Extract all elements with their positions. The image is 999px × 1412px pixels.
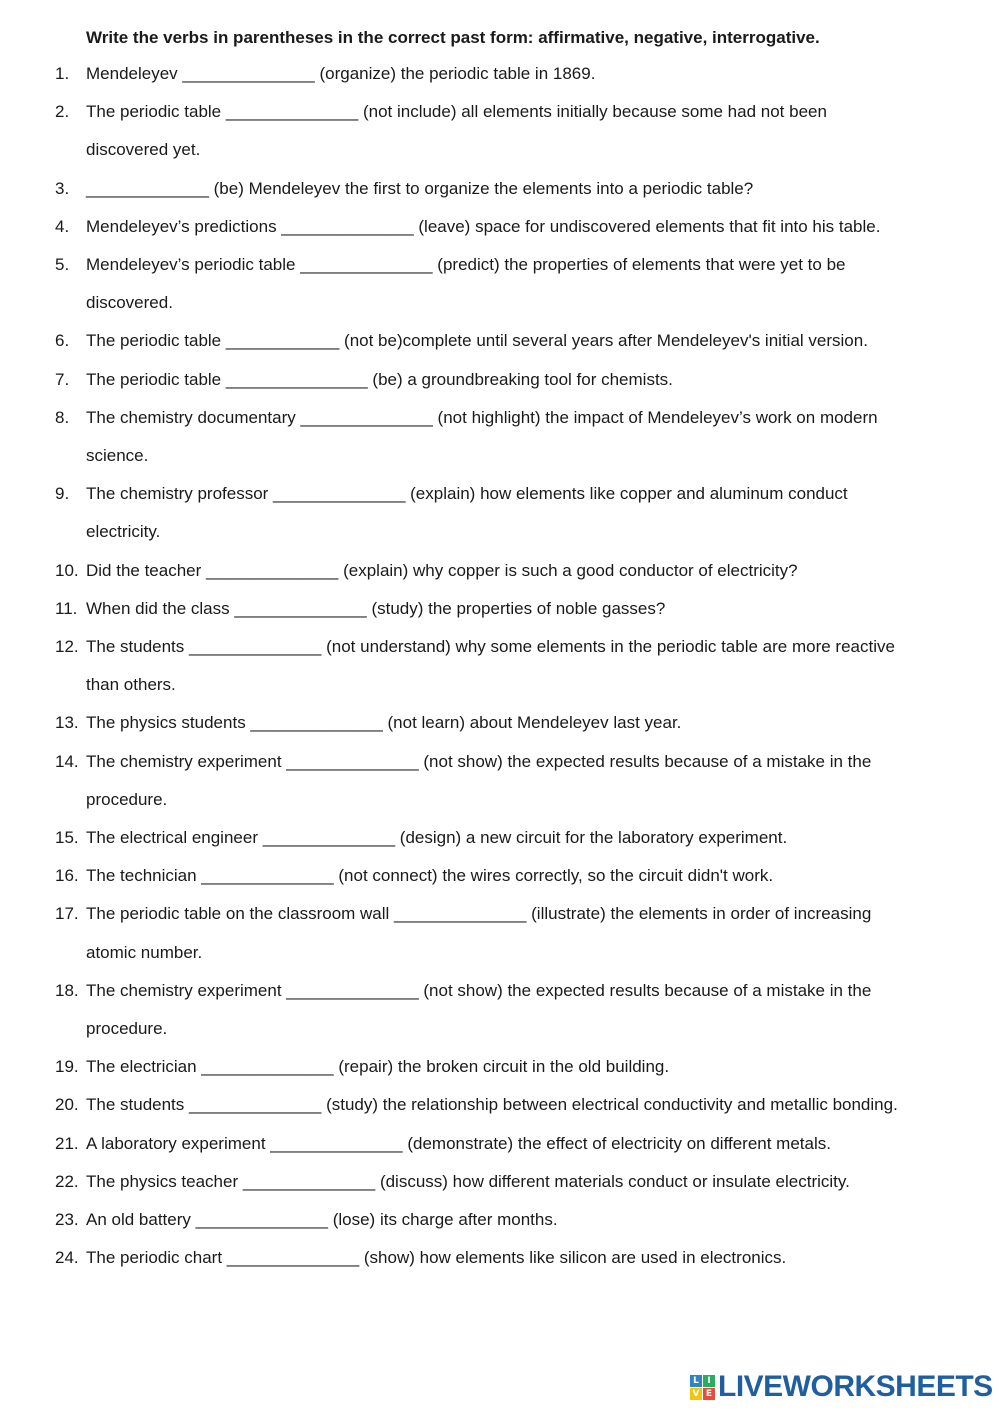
exercise-text: The periodic table _______________ (be) a groundbreaking tool for chemists. bbox=[86, 369, 673, 389]
instructions-heading: Write the verbs in parentheses in the correct past form: affirmative, negative, interrogative. bbox=[86, 28, 820, 47]
exercise-item bbox=[0, 1163, 999, 1201]
exercise-item bbox=[0, 208, 999, 246]
exercise-item bbox=[0, 552, 999, 590]
exercise-item bbox=[0, 1125, 999, 1163]
exercise-text: The physics teacher ______________ (discuss) how different materials conduct or insulate electricity. bbox=[86, 1171, 850, 1191]
exercise-text: Mendeleyev’s predictions ______________ (leave) space for undiscovered elements that fit into his table. bbox=[86, 216, 881, 236]
liveworksheets-logo bbox=[690, 1370, 993, 1404]
exercise-text: Mendeleyev’s periodic table ______________ (predict) the properties of elements that were yet to be bbox=[86, 255, 846, 274]
exercise-number: 22. bbox=[55, 1171, 79, 1191]
exercise-text: procedure. bbox=[86, 789, 168, 809]
exercise-item bbox=[0, 93, 999, 169]
exercise-number: 16. bbox=[55, 866, 79, 886]
exercise-text: A laboratory experiment ______________ (demonstrate) the effect of electricity on different metals. bbox=[86, 1133, 831, 1153]
exercise-text: The periodic table on the classroom wall ______________ (illustrate) the elements in order of increasing bbox=[86, 904, 872, 924]
exercise-number: 6. bbox=[55, 331, 70, 351]
exercise-text: When did the class ______________ (study) the properties of noble gasses? bbox=[86, 598, 666, 618]
exercise-number: 24. bbox=[55, 1248, 79, 1268]
exercise-number: 7. bbox=[55, 369, 70, 389]
exercise-text: The periodic chart ______________ (show) how elements like silicon are used in electronics. bbox=[86, 1248, 787, 1268]
exercise-number: 20. bbox=[55, 1095, 79, 1115]
exercise-number: 11. bbox=[55, 598, 78, 618]
exercise-text: The physics students ______________ (not learn) about Mendeleyev last year. bbox=[86, 713, 682, 733]
exercise-text: The chemistry experiment ______________ (not show) the expected results because of a mistake in the bbox=[86, 980, 872, 1000]
exercise-text: Did the teacher ______________ (explain) why copper is such a good conductor of electricity? bbox=[86, 560, 798, 580]
logo-mark-letter: V bbox=[690, 1388, 702, 1400]
exercise-text: The students ______________ (not understand) why some elements in the periodic table are more reactive bbox=[86, 637, 895, 656]
exercise-number: 21. bbox=[55, 1133, 79, 1153]
exercise-item bbox=[0, 55, 999, 93]
exercise-number: 13. bbox=[55, 713, 79, 733]
exercise-item bbox=[0, 819, 999, 857]
exercise-text: An old battery ______________ (lose) its charge after months. bbox=[86, 1210, 558, 1229]
exercise-item bbox=[0, 1086, 999, 1124]
exercise-text: The periodic table ____________ (not be)complete until several years after Mendeleyev's initial version. bbox=[86, 331, 868, 351]
exercise-item bbox=[0, 743, 999, 819]
exercise-text: procedure. bbox=[86, 1018, 168, 1038]
exercise-item bbox=[0, 246, 999, 322]
exercise-number: 5. bbox=[55, 255, 70, 274]
exercise-number: 8. bbox=[55, 407, 70, 427]
exercise-text: The electrical engineer ______________ (design) a new circuit for the laboratory experiment. bbox=[86, 828, 788, 847]
exercise-item bbox=[0, 972, 999, 1048]
exercise-item bbox=[0, 895, 999, 971]
exercise-text: electricity. bbox=[86, 522, 161, 542]
exercise-text: The electrician ______________ (repair) the broken circuit in the old building. bbox=[86, 1057, 670, 1077]
exercise-text: discovered. bbox=[86, 293, 173, 313]
exercise-item bbox=[0, 1201, 999, 1239]
exercise-text: _____________ (be) Mendeleyev the first to organize the elements into a periodic table? bbox=[86, 178, 754, 198]
exercise-number: 17. bbox=[55, 904, 79, 924]
exercise-text: The periodic table ______________ (not include) all elements initially because some had not been bbox=[86, 102, 827, 122]
exercise-text: than others. bbox=[86, 675, 176, 695]
logo-mark-letter: I bbox=[703, 1375, 715, 1387]
exercise-number: 18. bbox=[55, 980, 79, 1000]
exercise-item bbox=[0, 704, 999, 742]
exercise-number: 12. bbox=[55, 637, 79, 656]
exercise-number: 1. bbox=[55, 64, 70, 83]
exercise-text: atomic number. bbox=[86, 942, 203, 962]
exercise-number: 10. bbox=[55, 560, 79, 580]
exercise-item bbox=[0, 1048, 999, 1086]
exercise-text: The students ______________ (study) the relationship between electrical conductivity and metallic bonding. bbox=[86, 1095, 898, 1115]
exercise-item bbox=[0, 1239, 999, 1277]
exercise-item bbox=[0, 475, 999, 551]
exercise-item bbox=[0, 322, 999, 360]
exercise-number: 9. bbox=[55, 484, 70, 504]
exercise-number: 3. bbox=[55, 178, 70, 198]
exercise-number: 15. bbox=[55, 828, 79, 847]
logo-mark-letter: E bbox=[703, 1388, 715, 1400]
exercise-item bbox=[0, 590, 999, 628]
exercise-number: 23. bbox=[55, 1210, 79, 1229]
exercise-text: Mendeleyev ______________ (organize) the periodic table in 1869. bbox=[86, 64, 596, 83]
exercise-text: discovered yet. bbox=[86, 140, 201, 160]
exercise-number: 4. bbox=[55, 216, 70, 236]
exercise-number: 19. bbox=[55, 1057, 79, 1077]
exercise-number: 14. bbox=[55, 751, 79, 771]
exercise-item bbox=[0, 857, 999, 895]
exercise-text: The chemistry professor ______________ (explain) how elements like copper and aluminum conduct bbox=[86, 484, 848, 504]
exercise-number: 2. bbox=[55, 102, 70, 122]
liveworksheets-logo-icon bbox=[690, 1375, 715, 1400]
logo-text: LIVEWORKSHEETS bbox=[718, 1370, 993, 1403]
exercise-text: science. bbox=[86, 445, 149, 465]
exercise-item bbox=[0, 170, 999, 208]
exercise-item bbox=[0, 361, 999, 399]
exercise-item bbox=[0, 628, 999, 704]
exercise-text: The chemistry documentary ______________ (not highlight) the impact of Mendeleyev’s work on modern bbox=[86, 407, 878, 427]
exercise-text: The chemistry experiment ______________ (not show) the expected results because of a mistake in the bbox=[86, 751, 872, 771]
logo-mark-letter: L bbox=[690, 1375, 702, 1387]
exercise-item bbox=[0, 399, 999, 475]
exercise-text: The technician ______________ (not connect) the wires correctly, so the circuit didn't work. bbox=[86, 866, 774, 886]
